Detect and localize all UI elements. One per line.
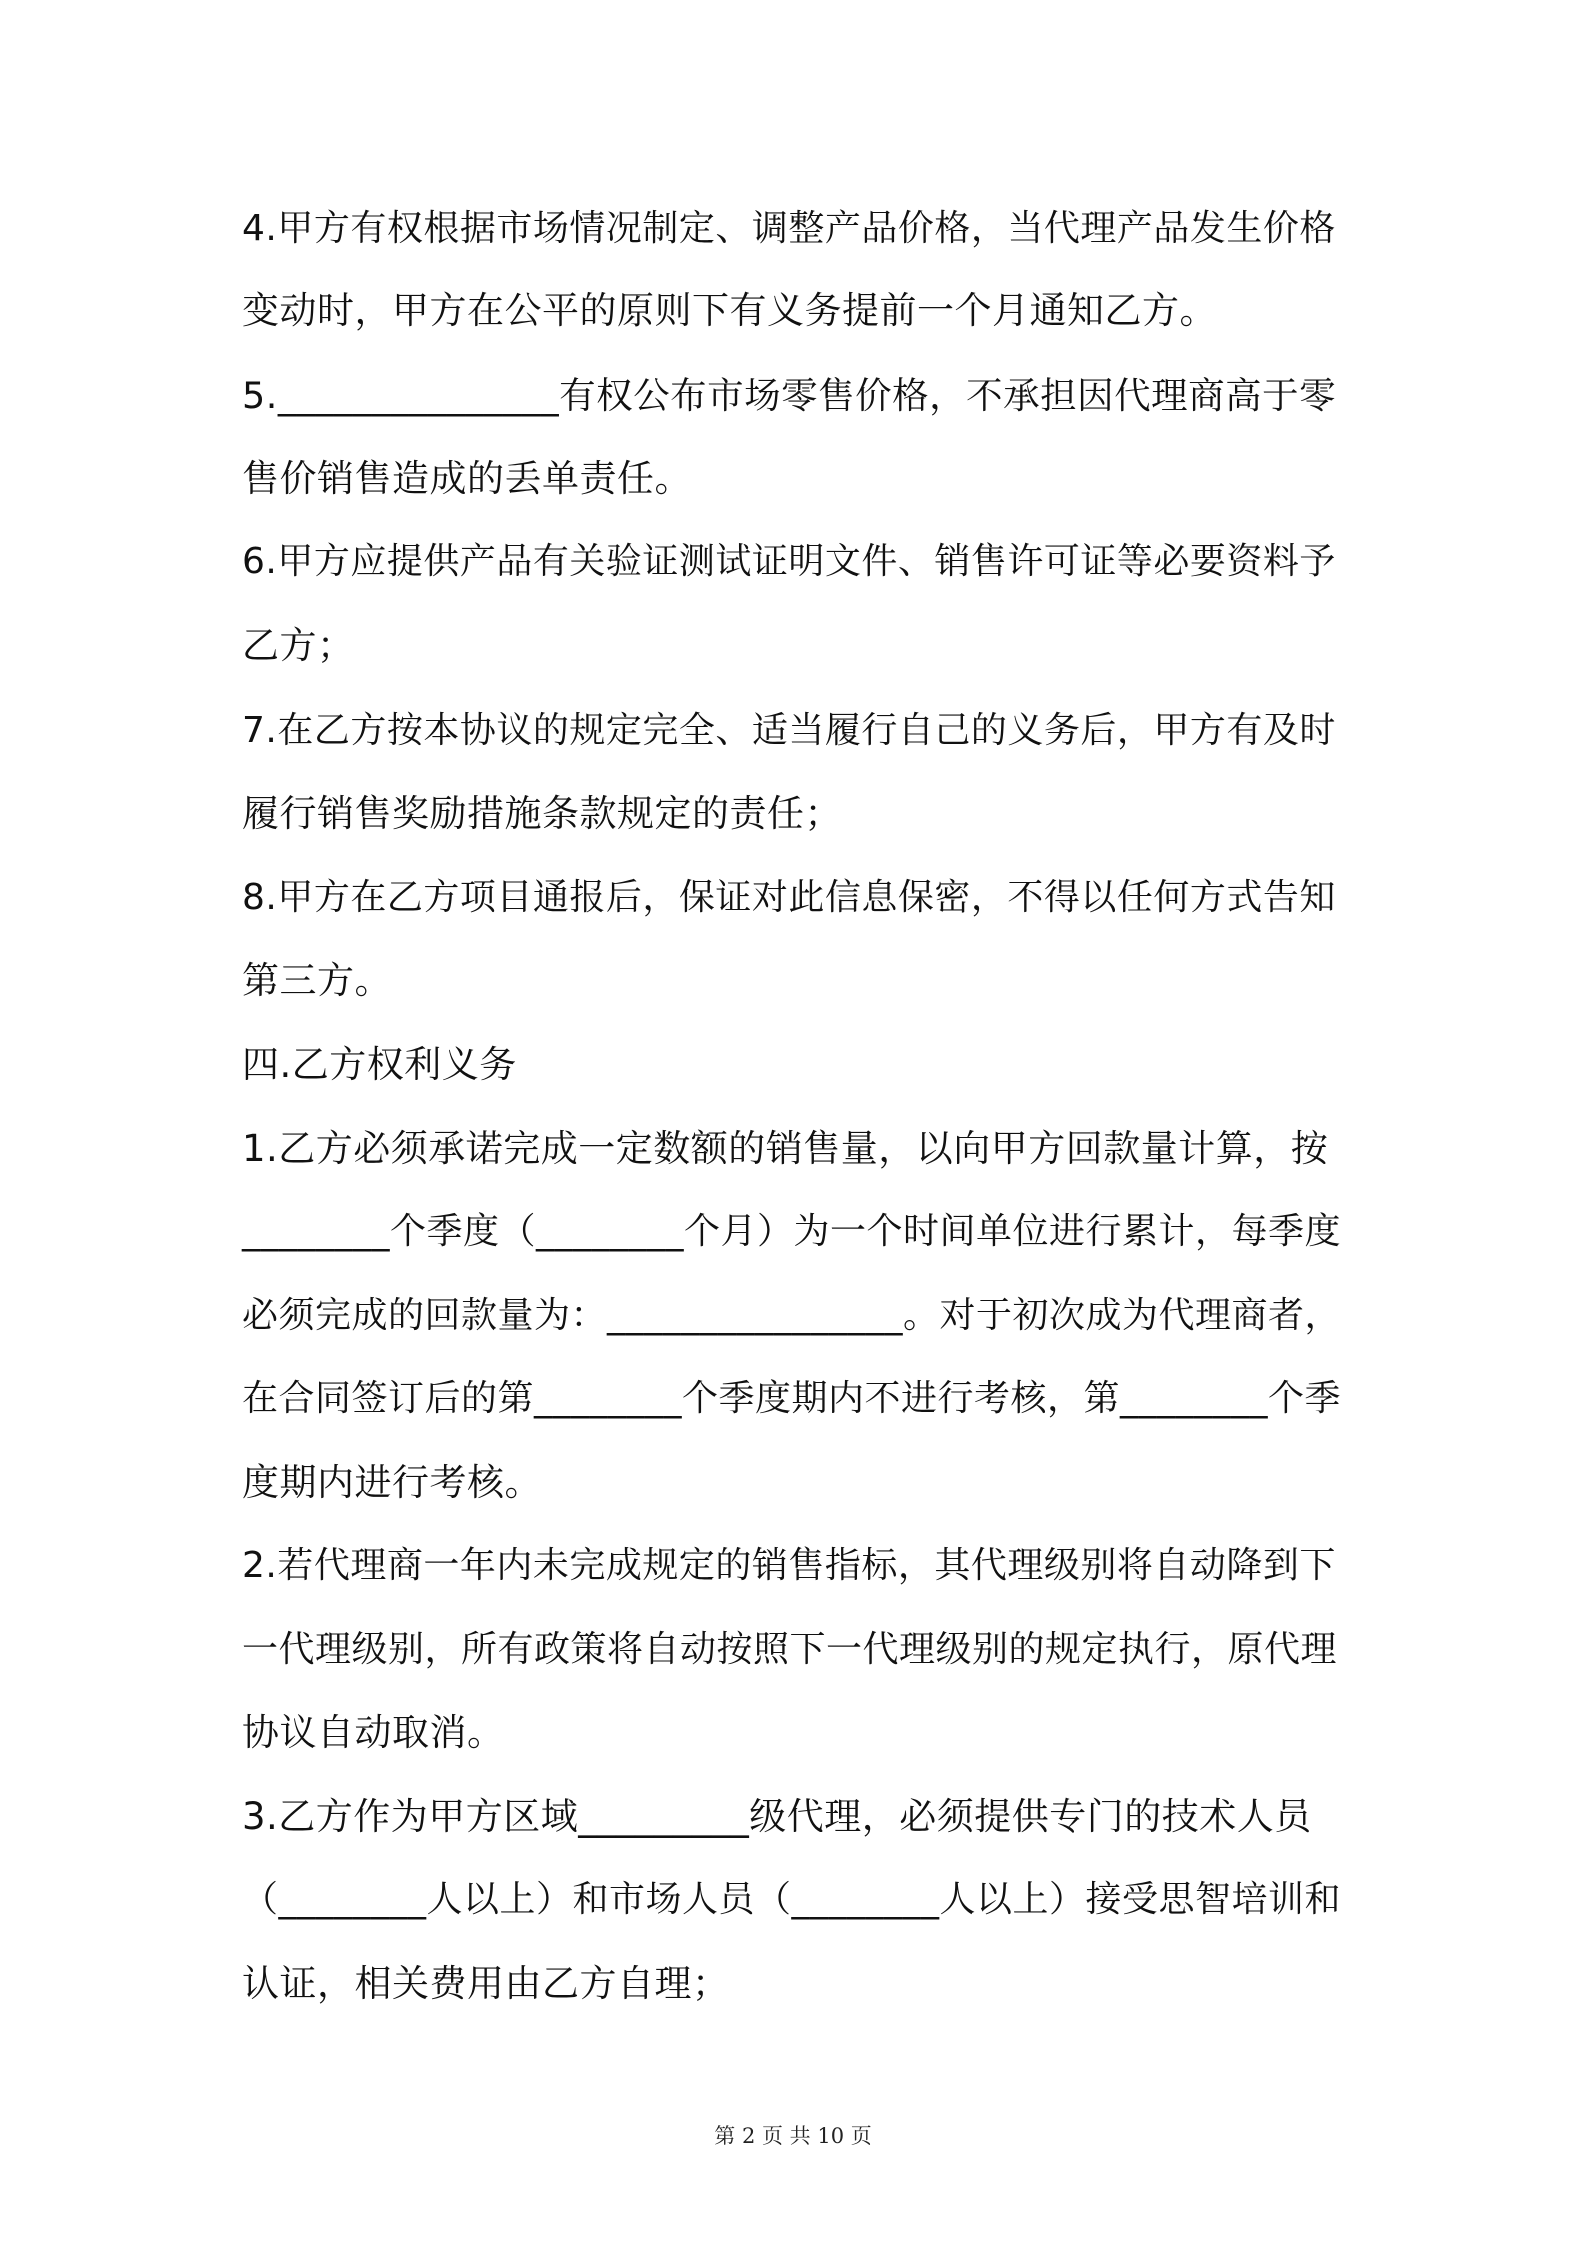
text-line: （________人以上）和市场人员（________人以上）接受思智培训和 [242,1879,1342,1920]
text-line: 8.甲方在乙方项目通报后，保证对此信息保密，不得以任何方式告知 [242,877,1336,918]
text-line: 7.在乙方按本协议的规定完全、适当履行自己的义务后，甲方有及时 [242,710,1336,751]
text-line: 4.甲方有权根据市场情况制定、调整产品价格，当代理产品发生价格 [242,208,1336,249]
text-line: 在合同签订后的第________个季度期内不进行考核，第________个季 [242,1378,1342,1419]
text-line: 度期内进行考核。 [242,1461,542,1504]
text-line: 必须完成的回款量为：________________。对于初次成为代理商者， [242,1295,1342,1336]
text-line: 认证，相关费用由乙方自理； [242,1962,730,2005]
text-line: 履行销售奖励措施条款规定的责任； [242,792,842,835]
text-line: 第三方。 [242,959,392,1002]
text-line: 售价销售造成的丢单责任。 [242,457,692,500]
text-line: 一代理级别，所有政策将自动按照下一代理级别的规定执行，原代理 [242,1629,1338,1670]
section-heading: 四.乙方权利义务 [242,1043,517,1086]
text-line: ________个季度（________个月）为一个时间单位进行累计，每季度 [242,1211,1342,1252]
text-line: 5._______________有权公布市场零售价格，不承担因代理商高于零 [242,374,1337,417]
text-line: 协议自动取消。 [242,1711,505,1754]
text-line: 6.甲方应提供产品有关验证测试证明文件、销售许可证等必要资料予 [242,541,1336,582]
text-line: 2.若代理商一年内未完成规定的销售指标，其代理级别将自动降到下 [242,1545,1336,1586]
text-line: 乙方； [242,624,355,667]
text-line: 1.乙方必须承诺完成一定数额的销售量，以向甲方回款量计算，按 [242,1127,1329,1170]
text-line: 3.乙方作为甲方区域_________级代理，必须提供专门的技术人员 [242,1795,1312,1838]
page-number: 第 2 页 共 10 页 [714,2124,872,2148]
text-line: 变动时，甲方在公平的原则下有义务提前一个月通知乙方。 [242,289,1217,332]
